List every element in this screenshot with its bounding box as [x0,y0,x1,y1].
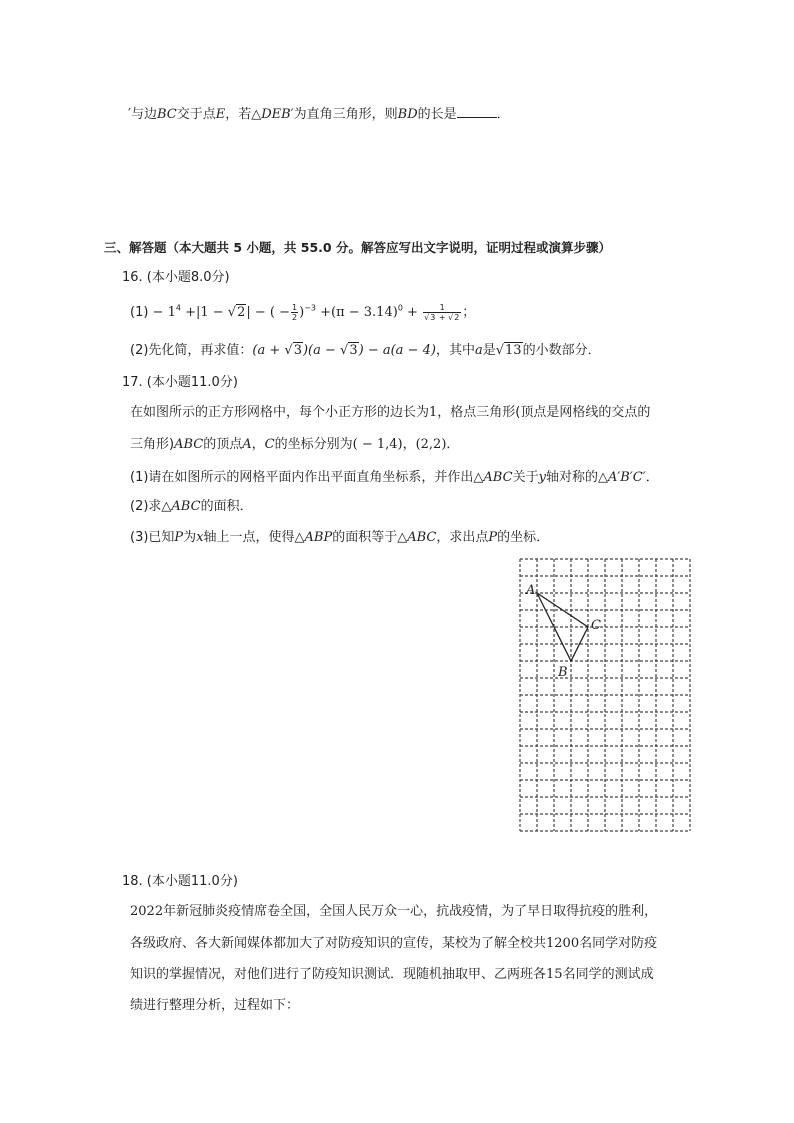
q15-text: ． [496,107,510,122]
q17-text: 在如图所示的正方形网格中，每个小正方形的边长为 [130,405,430,420]
q17-line1 [130,404,650,422]
math-text: 1 [429,405,438,420]
math-text: a [474,343,483,358]
sqrt-symbol: √ [227,305,237,320]
q15-tail-line [128,104,510,124]
math-text: 15 [546,967,563,982]
frac-num: 1 [423,303,461,313]
q17-text: ，求出点 [436,530,489,545]
q15-math: BC [156,107,177,122]
math-sup: 4 [175,303,181,313]
math-radicand: 2 [454,313,460,322]
q18-title: 18. (本小题11.0分) [122,874,238,889]
sqrt-symbol: √ [340,343,349,358]
q18-text: 名同学对防疫 [579,936,658,951]
math-sup: 0 [397,303,403,313]
frac-den: √3 + √2 [424,313,460,322]
math-text: ABC [174,437,204,452]
q18-text: 各级政府、各大新闻媒体都加大了对防疫知识的宣传，某校为了解全校共 [130,936,547,951]
q17-text: 轴上一点，使得△ [203,530,305,545]
math-radicand: 3 [293,343,302,358]
math-text: ABC [171,499,201,514]
math-text: y [538,470,546,485]
q18-line4: 绩进行整理分析，过程如下： [130,998,300,1013]
q17-text: (1)请在如图所示的网格平面内作出平面直角坐标系，并作出△ [130,470,484,485]
q16-p2-label: (2)先化简，再求值： [130,343,253,358]
math-text: P [174,530,184,545]
math-text: | − ( − [246,305,291,320]
q18-line3 [130,966,654,984]
math-sup: −3 [304,303,316,313]
q18-text: 年新冠肺炎疫情席卷全国，全国人民万众一心，抗战疫情，为了早日取得抗疫的胜利， [163,904,658,919]
q17-title: 17. (本小题11.0分) [122,375,238,390]
q18-line2 [130,935,657,953]
q17-text: 关于 [512,470,539,485]
q15-text: ，若△ [225,107,262,122]
q15-math: BD [397,107,418,122]
math-radicand: 3 [349,343,358,358]
q15-text: 为直角三角形，则 [293,107,398,122]
q17-text: 的坐标． [497,530,550,545]
math-text: ) [299,305,305,320]
q17-text: (2)求△ [130,499,172,514]
q16-text: 的小数部分． [522,343,601,358]
math-text: ) − a(a − 4) [358,343,436,358]
math-text: +(π − 3.14) [315,305,398,320]
math-text: ABC [483,470,513,485]
math-radicand: 13 [505,343,522,358]
math-text: 1200 [546,936,580,951]
math-text: A′B′C′ [607,470,646,485]
math-text: 2022 [130,904,164,919]
q17-text: 为 [183,530,197,545]
vertex-label-a: A [526,583,536,598]
fraction [423,303,461,322]
q15-math: E [215,107,226,122]
math-text: +|1 − [180,305,228,320]
q17-text: 的顶点 [203,437,243,452]
math-text: A [242,437,252,452]
q15-text: 的长是 [417,107,457,122]
q15-text: 交于点 [176,107,216,122]
fraction [291,303,298,322]
q16-part1 [130,303,475,322]
q18-line1 [130,903,657,921]
q17-text: ， [251,437,265,452]
sqrt-symbol: √ [284,343,293,358]
math-text: C [264,437,275,452]
q17-text: ． [645,470,659,485]
q17-line2 [130,436,459,454]
q15-text: ′与边 [128,107,157,122]
math-text: ABC [407,530,437,545]
q17-part1 [130,469,659,487]
q17-part3 [130,529,549,547]
q16-text: 是 [482,343,496,358]
sqrt-symbol: √ [495,343,505,358]
frac-num: 1 [292,303,298,312]
q17-text: 的面积等于△ [332,530,408,545]
vertex-label-c: C [591,618,601,633]
q17-text: (3)已知 [130,530,175,545]
math-radicand: 3 [430,313,436,322]
q17-text: 轴对称的△ [545,470,608,485]
math-text: P [488,530,498,545]
q17-text: 三角形) [130,437,175,452]
q17-text: ，格点三角形(顶点是网格线的交点的 [437,405,651,420]
section3-header: 三、解答题（本大题共 5 小题，共 55.0 分。解答应写出文字说明，证明过程或演算步骤） [104,240,611,255]
q17-text: ． [446,437,460,452]
q16-title: 16. (本小题8.0分) [122,270,230,285]
math-radicand: 2 [237,305,246,320]
math-text: − 1 [148,305,176,320]
coordinate-grid-figure [518,557,694,833]
q18-text: 名同学的测试成 [562,967,654,982]
q17-text: 的坐标分别为 [274,437,353,452]
q15-math: DEB′ [261,107,294,122]
math-text: (a + [252,343,285,358]
q16-p1-label: (1) [130,305,149,320]
math-text: ( − 1,4)，(2,2) [352,437,447,452]
vertex-label-b: B [558,665,568,680]
q17-text: 的面积． [200,499,253,514]
math-text: )(a − [302,343,341,358]
q18-text: 知识的掌握情况，对他们进行了防疫知识测试．现随机抽取甲、乙两班各 [130,967,547,982]
math-text: + [402,305,423,320]
math-text: ； [462,305,476,320]
frac-den: 2 [292,313,298,322]
math-text: ABP [304,530,333,545]
math-text: x [196,530,204,545]
answer-blank[interactable] [457,104,497,118]
q17-part2 [130,498,253,516]
q16-part2 [130,342,601,360]
math-text: + [436,313,449,322]
q16-text: ，其中 [435,343,475,358]
